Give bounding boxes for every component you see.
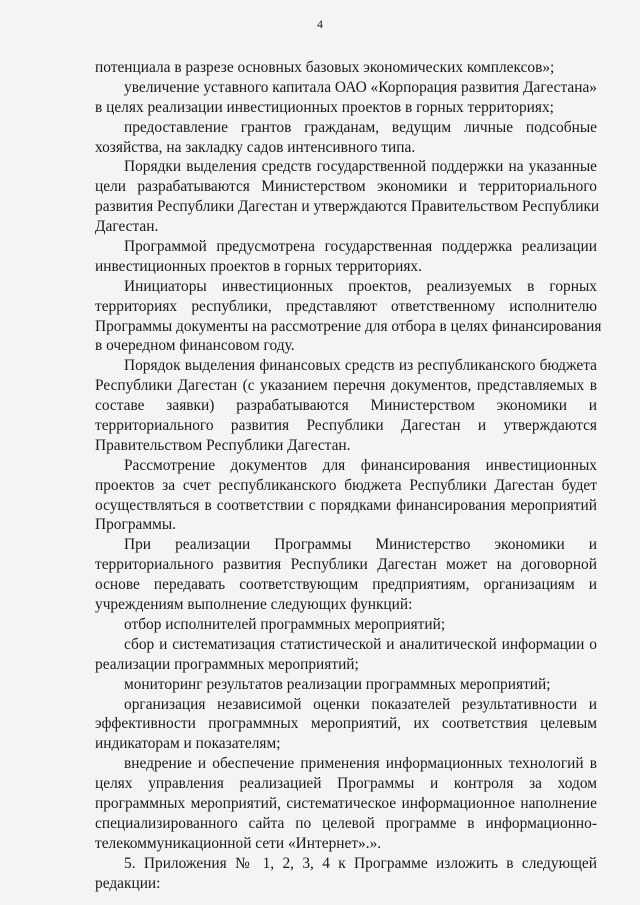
text-line: Дагестан.: [95, 218, 159, 236]
text-line: территориального развития Республики Дагестан может на договорной: [95, 556, 597, 574]
text-line: учреждениям выполнение следующих функций:: [95, 596, 413, 614]
page-number: 4: [317, 17, 323, 31]
text-line: Порядки выделения средств государственной поддержки на указанные: [124, 158, 597, 176]
text-line: основе передавать соответствующим предприятиям, организациям и: [95, 576, 597, 594]
text-line: цели разрабатываются Министерством экономики и территориального: [95, 178, 597, 196]
text-line: При реализации Программы Министерство экономики и: [124, 536, 597, 554]
text-line: Республики Дагестан (с указанием перечня документов, представляемых в: [95, 377, 597, 395]
text-line: инвестиционных проектов в горных территориях.: [95, 257, 422, 275]
text-line: развития Республики Дагестан и утверждаются Правительством Республики: [95, 198, 600, 216]
text-line: специализированного сайта по целевой программе в информационно-: [95, 814, 597, 832]
text-line: составе заявки) разрабатываются Министерством экономики и: [95, 397, 597, 415]
text-line: 5. Приложения № 1, 2, 3, 4 к Программе изложить в следующей: [124, 854, 597, 872]
text-line: Правительством Республики Дагестан.: [95, 436, 351, 454]
text-line: Рассмотрение документов для финансирования инвестиционных: [124, 456, 597, 474]
text-line: целях управления реализацией Программы и контроля за ходом: [95, 775, 597, 793]
text-line: территориального развития Республики Дагестан и утверждаются: [95, 417, 597, 435]
text-line: увеличение уставного капитала ОАО «Корпорация развития Дагестана»: [124, 78, 597, 96]
text-line: эффективности программных мероприятий, их соответствия целевым: [95, 715, 597, 733]
text-line: хозяйства, на закладку садов интенсивного типа.: [95, 138, 416, 156]
text-line: осуществляться в соответствии с порядками финансирования мероприятий: [95, 496, 597, 514]
text-line: программных мероприятий, систематическое информационное наполнение: [95, 794, 597, 812]
text-line: территориях республики, представляют ответственному исполнителю: [95, 297, 597, 315]
text-line: отбор исполнителей программных мероприятий;: [124, 615, 446, 633]
text-line: индикаторам и показателям;: [95, 735, 281, 753]
text-line: в очередном финансовом году.: [95, 337, 295, 355]
text-line: сбор и систематизация статистической и аналитической информации о: [124, 635, 597, 653]
document-body: [95, 58, 602, 893]
text-line: проектов за счет республиканского бюджета Республики Дагестан будет: [95, 476, 597, 494]
text-line: Программы.: [95, 516, 177, 534]
text-line: в целях реализации инвестиционных проектов в горных территориях;: [95, 98, 554, 116]
text-line: организация независимой оценки показателей результативности и: [124, 695, 597, 713]
text-line: предоставление грантов гражданам, ведущим личные подсобные: [124, 118, 597, 136]
text-line: Программы документы на рассмотрение для отбора в целях финансирования: [95, 317, 602, 335]
text-line: внедрение и обеспечение применения информационных технологий в: [124, 755, 597, 773]
text-line: реализации программных мероприятий;: [95, 655, 359, 673]
text-line: Порядок выделения финансовых средств из республиканского бюджета: [124, 357, 597, 375]
text-line: Программой предусмотрена государственная поддержка реализации: [124, 238, 597, 256]
text-line: Инициаторы инвестиционных проектов, реализуемых в горных: [124, 277, 597, 295]
text-line: потенциала в разрезе основных базовых экономических комплексов»;: [95, 59, 555, 76]
text-line: редакции:: [95, 874, 161, 892]
text-line: мониторинг результатов реализации программных мероприятий;: [124, 675, 551, 693]
text-line: телекоммуникационной сети «Интернет».».: [95, 834, 382, 852]
